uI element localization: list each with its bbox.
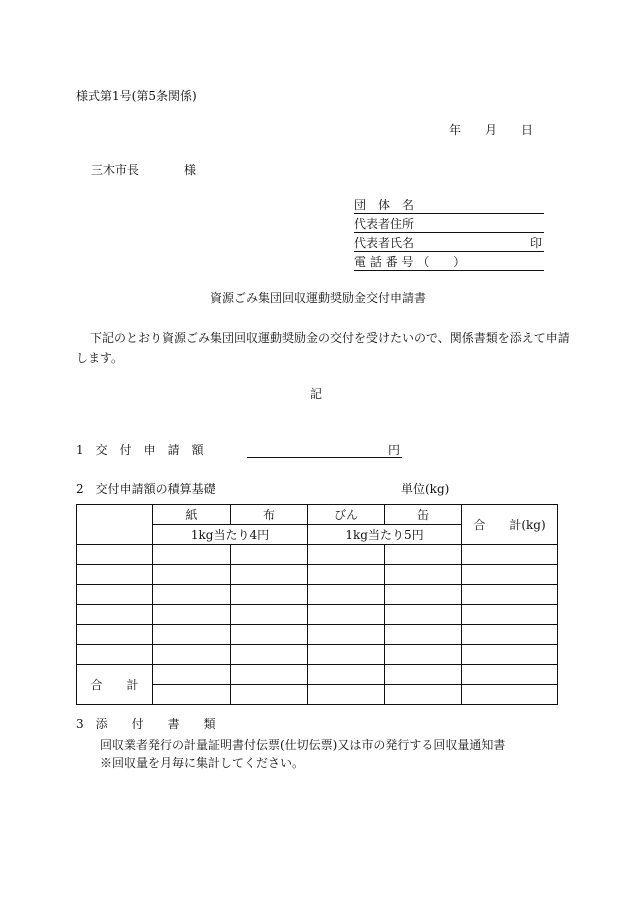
rep-name-line: [354, 237, 544, 252]
cell[interactable]: [308, 665, 385, 685]
table-row: [77, 625, 558, 645]
group-name-label: 団 体 名: [354, 198, 415, 212]
phone-line: [354, 256, 544, 271]
cell[interactable]: [308, 605, 385, 625]
header-total: 合 計(kg): [462, 505, 558, 545]
cell[interactable]: [385, 665, 462, 685]
section-3-line-1: 回収業者発行の計量証明書付伝票(仕切伝票)又は市の発行する回収量通知書: [100, 738, 506, 752]
cell[interactable]: [77, 645, 153, 665]
cell[interactable]: [308, 625, 385, 645]
cell[interactable]: [153, 645, 231, 665]
header-bottle: びん: [308, 505, 385, 525]
cell[interactable]: [231, 605, 308, 625]
table-row: [77, 585, 558, 605]
cell[interactable]: [308, 645, 385, 665]
cell[interactable]: [385, 685, 462, 705]
addressee-name: 三木市長: [91, 163, 140, 177]
cell[interactable]: [77, 605, 153, 625]
cell[interactable]: [385, 645, 462, 665]
cell[interactable]: [385, 545, 462, 565]
section-2-unit: 単位(kg): [401, 482, 450, 496]
date-day: 日: [521, 123, 534, 137]
total-row-label: 合 計: [77, 665, 153, 705]
cell[interactable]: [462, 685, 558, 705]
header-can: 缶: [385, 505, 462, 525]
amount-line: [247, 443, 402, 458]
header-cloth: 布: [231, 505, 308, 525]
cell[interactable]: [77, 625, 153, 645]
table-row: [77, 565, 558, 585]
cell[interactable]: [231, 665, 308, 685]
cell[interactable]: [231, 545, 308, 565]
cell[interactable]: [385, 565, 462, 585]
cell[interactable]: [77, 565, 153, 585]
section-3-line-2: ※回収量を月毎に集計してください。: [100, 756, 305, 770]
header-paper: 紙: [153, 505, 231, 525]
cell[interactable]: [231, 585, 308, 605]
cell[interactable]: [462, 585, 558, 605]
cell[interactable]: [462, 545, 558, 565]
section-1-label: 1 交 付 申 請 額: [76, 443, 204, 457]
date-month: 月: [485, 123, 498, 137]
header-blank-cell: [77, 505, 153, 545]
cell[interactable]: [462, 645, 558, 665]
form-number: 様式第1号(第5条関係): [76, 89, 197, 103]
cell[interactable]: [153, 605, 231, 625]
ki-heading: 記: [310, 387, 323, 401]
cell[interactable]: [231, 645, 308, 665]
rate-paper-cloth: 1kg当たり4円: [153, 525, 308, 545]
cell[interactable]: [153, 685, 231, 705]
rep-address-line: [354, 218, 544, 233]
cell[interactable]: [77, 585, 153, 605]
amount-unit: 円: [387, 443, 400, 457]
cell[interactable]: [308, 545, 385, 565]
group-name-line: [354, 199, 544, 214]
cell[interactable]: [308, 685, 385, 705]
cell[interactable]: [462, 625, 558, 645]
cell[interactable]: [462, 665, 558, 685]
cell[interactable]: [153, 665, 231, 685]
cell[interactable]: [231, 685, 308, 705]
cell[interactable]: [153, 585, 231, 605]
phone-label: 電 話 番 号 （ ）: [354, 255, 466, 269]
cell[interactable]: [385, 625, 462, 645]
cell[interactable]: [385, 605, 462, 625]
table-header-row: [77, 505, 558, 525]
body-line-2: します。: [76, 351, 124, 365]
table-row: [77, 645, 558, 665]
cell[interactable]: [231, 565, 308, 585]
table-row: [77, 545, 558, 565]
cell[interactable]: [153, 565, 231, 585]
section-3-label: 3 添 付 書 類: [76, 717, 216, 731]
date-year: 年: [449, 123, 462, 137]
document-title: 資源ごみ集団回収運動奨励金交付申請書: [210, 291, 427, 305]
section-2-label: 2 交付申請額の積算基礎: [76, 482, 216, 496]
cell[interactable]: [231, 625, 308, 645]
seal-mark: 印: [529, 236, 542, 250]
rep-name-label: 代表者氏名: [354, 236, 415, 250]
cell[interactable]: [153, 625, 231, 645]
cell[interactable]: [462, 605, 558, 625]
table-row: [77, 605, 558, 625]
calculation-table: [76, 504, 558, 705]
addressee-honorific: 様: [184, 163, 197, 177]
cell[interactable]: [462, 565, 558, 585]
body-line-1: 下記のとおり資源ごみ集団回収運動奨励金の交付を受けたいので、関係書類を添えて申請: [90, 331, 570, 345]
table-total-row: [77, 665, 558, 685]
cell[interactable]: [308, 565, 385, 585]
rep-address-label: 代表者住所: [354, 217, 415, 231]
rate-bottle-can: 1kg当たり5円: [308, 525, 462, 545]
cell[interactable]: [153, 545, 231, 565]
cell[interactable]: [385, 585, 462, 605]
cell[interactable]: [77, 545, 153, 565]
cell[interactable]: [308, 585, 385, 605]
